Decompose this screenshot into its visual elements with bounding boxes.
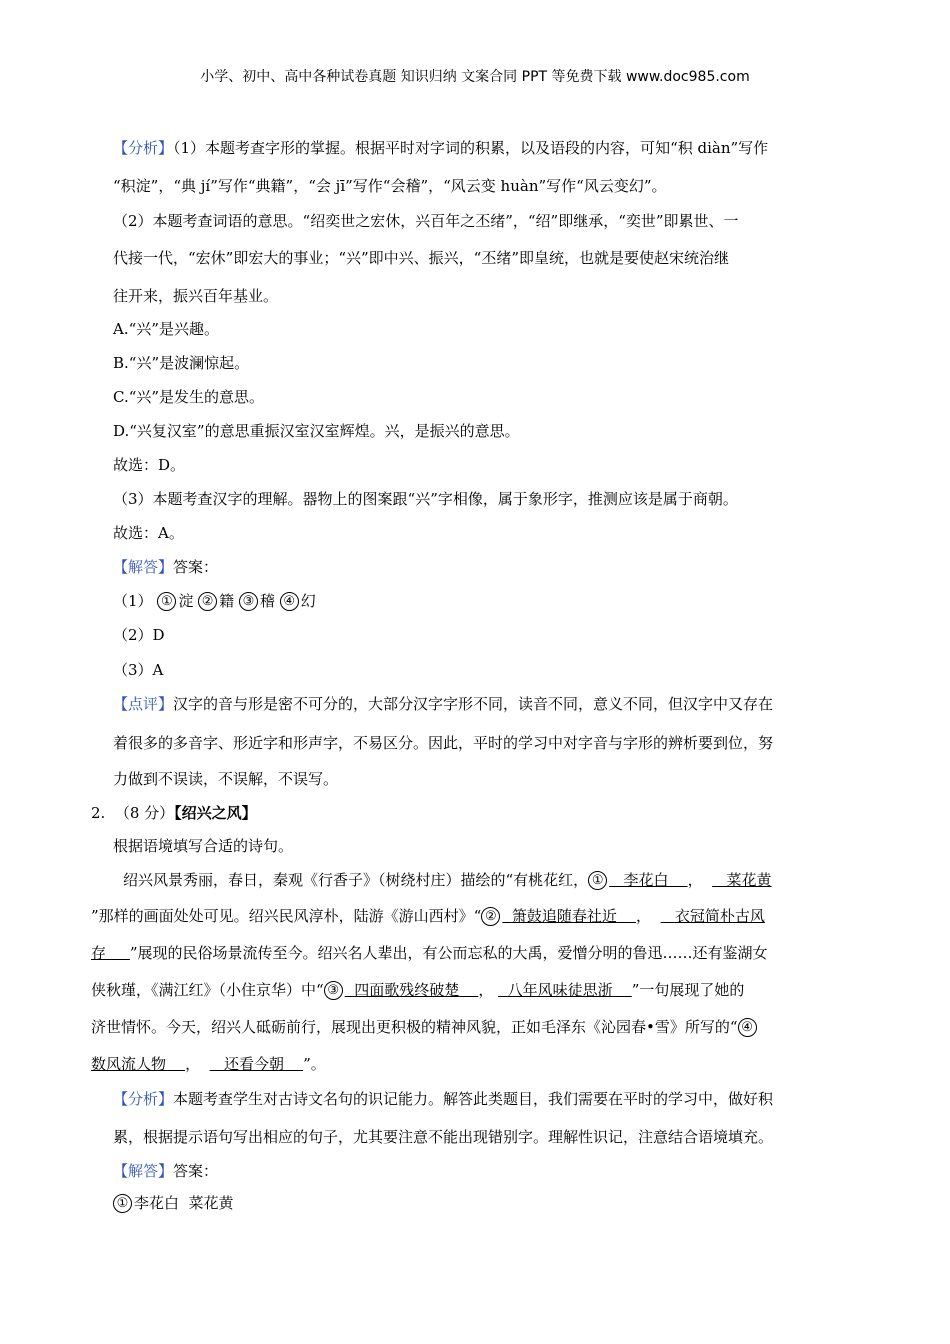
- blank-answer: 衣冠简朴古风: [674, 907, 765, 925]
- option-c: C.“兴”是发生的意思。: [113, 388, 265, 406]
- q2-analysis-line-1: [113, 1088, 773, 1109]
- blank-answer: 数风流人物: [91, 1055, 167, 1073]
- answer-char: 稽: [259, 592, 275, 610]
- analysis-line-2: “积淀”，“典 jí”写作“典籍”，“会 jī”写作“会稽”，“风云变 huàn”写作“风云变幻”。: [113, 177, 667, 195]
- answer-char: 幻: [300, 592, 316, 610]
- analysis-part2-line-3: 往开来，振兴百年基业。: [113, 287, 279, 305]
- passage-text: ”。: [303, 1055, 326, 1073]
- answer-2: （2）D: [113, 626, 165, 644]
- passage-text: 侠秋瑾，《满江红》（小住京华）中“: [91, 981, 324, 999]
- analysis-part2-line-1: （2）本题考查词语的意思。“绍奕世之宏休，兴百年之丕绪”，“绍”即继承，“奕世”即累世、一: [113, 212, 739, 230]
- comment-line-3: 力做到不误读，不误解，不误写。: [113, 770, 339, 788]
- answer-char: 淀: [178, 592, 194, 610]
- passage-line-1: [123, 869, 771, 890]
- question-title: 【绍兴之风】: [174, 804, 257, 822]
- analysis-tag: 【分析】: [113, 139, 174, 157]
- question-2-heading: [91, 802, 257, 823]
- answer-tag: 【解答】: [113, 558, 174, 576]
- passage-text: 济世情怀。今天，绍兴人砥砺前行，展现出更积极的精神风貌，正如毛泽东《沁园春•雪》所写的“: [91, 1018, 738, 1036]
- blank-answer: 箫鼓追随春社近: [511, 907, 617, 925]
- answer-label: 答案：: [173, 1162, 219, 1180]
- comma: ，: [478, 981, 494, 999]
- fill-blank: [345, 981, 479, 999]
- blank-answer: 还看今朝: [223, 1055, 284, 1073]
- passage-line-5: [91, 1016, 759, 1037]
- passage-line-2: [91, 905, 765, 926]
- passage-text: ”那样的画面处处可见。绍兴民风淳朴，陆游《游山西村》“: [91, 907, 482, 925]
- circled-number: ③: [239, 592, 258, 611]
- comment-tag: 【点评】: [113, 695, 174, 713]
- blank-answer: 八年风味徒思浙: [507, 981, 613, 999]
- q2-analysis-line-2: 累，根据提示语句写出相应的句子，尤其要注意不能出现错别字。理解性识记，注意结合语境填充。: [113, 1128, 774, 1146]
- question-instruction: 根据语境填写合适的诗句。: [113, 837, 294, 855]
- q2-answer-1: [113, 1192, 234, 1213]
- circled-number: ①: [157, 592, 176, 611]
- fill-blank: [91, 1055, 185, 1073]
- passage-line-6: [91, 1053, 326, 1074]
- page-header: 小学、初中、高中各种试卷真题 知识归纳 文案合同 PPT 等免费下载 www.doc985.com: [200, 69, 750, 85]
- choose-a: 故选：A。: [113, 524, 184, 542]
- fill-blank: [661, 907, 765, 925]
- option-d: D.“兴复汉室”的意思重振汉室汉室辉煌。兴，是振兴的意思。: [113, 422, 520, 440]
- fill-blank: [498, 981, 632, 999]
- blank-answer: 李花白: [623, 871, 669, 889]
- blank-answer: 菜花黄: [726, 871, 772, 889]
- analysis-tag: 【分析】: [113, 1090, 174, 1108]
- passage-line-4: [91, 979, 744, 1000]
- comma: ，: [185, 1055, 201, 1073]
- answer-1: [113, 590, 316, 611]
- circled-number: ①: [588, 871, 607, 890]
- comment-line-2: 着很多的多音字、形近字和形声字，不易区分。因此，平时的学习中对字音与字形的辨析要到位，努: [113, 734, 774, 752]
- fill-blank: [502, 907, 636, 925]
- analysis-text: 本题考查学生对古诗文名句的识记能力。解答此类题目，我们需要在平时的学习中，做好积: [173, 1090, 774, 1108]
- passage-text: 绍兴风景秀丽，春日，秦观《行香子》（树绕村庄）描绘的“有桃花红，: [123, 871, 589, 889]
- answer-item: [157, 592, 193, 610]
- question-score: （8 分）: [114, 804, 175, 822]
- comma: ，: [635, 907, 651, 925]
- comment-text: 汉字的音与形是密不可分的，大部分汉字字形不同，读音不同，意义不同，但汉字中又存在: [173, 695, 774, 713]
- circled-number: ④: [280, 592, 299, 611]
- fill-blank: [91, 944, 130, 962]
- answer-item: [239, 592, 275, 610]
- circled-number: ②: [198, 592, 217, 611]
- circled-number: ①: [113, 1194, 132, 1213]
- answer-1-prefix: （1）: [113, 592, 153, 610]
- blank-answer: 四面歌残终破楚: [354, 981, 460, 999]
- answer-text: 李花白 菜花黄: [134, 1194, 234, 1212]
- answer-label: 答案：: [173, 558, 219, 576]
- comment-line-1: [113, 693, 773, 714]
- comma: ，: [687, 871, 703, 889]
- circled-number: ②: [481, 907, 500, 926]
- answer-item: [280, 592, 316, 610]
- circled-number: ④: [738, 1018, 757, 1037]
- choose-d: 故选：D。: [113, 456, 186, 474]
- analysis-part3: （3）本题考查汉字的理解。器物上的图案跟“兴”字相像，属于象形字，推测应该是属于商朝。: [113, 490, 738, 508]
- answer-line: [113, 556, 218, 577]
- passage-text: ”展现的民俗场景流传至今。绍兴名人辈出，有公而忘私的大禹，爱憎分明的鲁迅……还有鉴湖女: [129, 944, 768, 962]
- blank-answer: 存: [91, 944, 107, 962]
- analysis-part2-line-2: 代接一代，“宏休”即宏大的事业；“兴”即中兴、振兴，“丕绪”即皇统，也就是要使赵宋统治继: [113, 249, 730, 267]
- option-a: A.“兴”是兴趣。: [113, 320, 219, 338]
- circled-number: ③: [324, 981, 343, 1000]
- passage-text: ”一句展现了她的: [631, 981, 745, 999]
- analysis-text: （1）本题考查字形的掌握。根据平时对字词的积累，以及语段的内容，可知“积 diàn”写作: [173, 139, 769, 157]
- answer-3: （3）A: [113, 661, 164, 679]
- question-number: 2.: [91, 804, 106, 822]
- analysis-line-1: [113, 137, 768, 158]
- passage-line-3: [91, 942, 768, 963]
- answer-item: [198, 592, 234, 610]
- fill-blank: [712, 871, 771, 889]
- answer-tag: 【解答】: [113, 1162, 174, 1180]
- option-b: B.“兴”是波澜惊起。: [113, 354, 250, 372]
- fill-blank: [609, 871, 687, 889]
- answer-char: 籍: [219, 592, 235, 610]
- q2-answer-line: [113, 1160, 218, 1181]
- fill-blank: [210, 1055, 303, 1073]
